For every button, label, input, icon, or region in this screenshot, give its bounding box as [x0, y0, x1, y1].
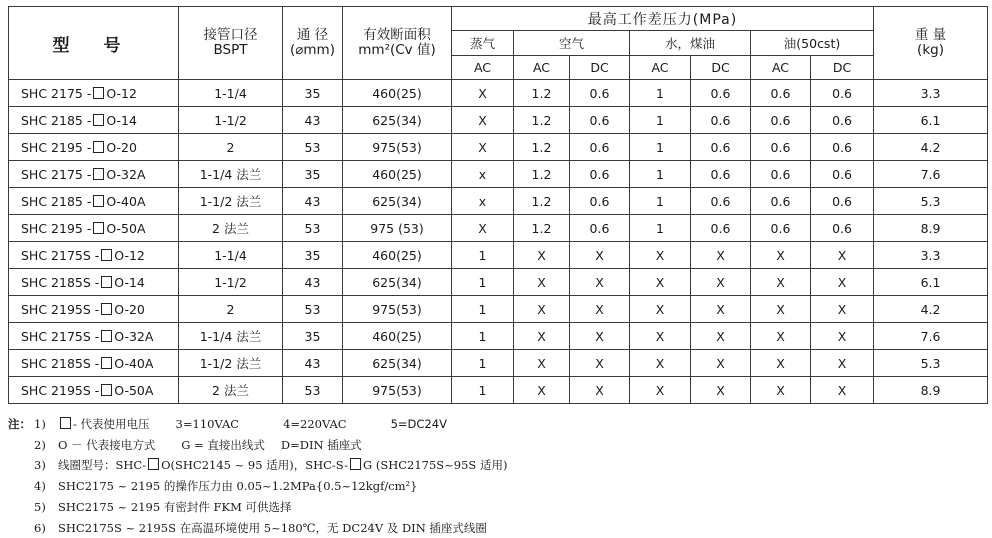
air-dc-cell: X	[570, 350, 630, 377]
bore-cell: 43	[283, 269, 343, 296]
bore-cell: 43	[283, 350, 343, 377]
model-cell	[9, 377, 179, 404]
voltage-code-box	[93, 141, 104, 153]
air-ac-cell: X	[514, 269, 570, 296]
air-dc-cell: 0.6	[570, 215, 630, 242]
header-area-unit: mm²(Cv 值)	[358, 42, 436, 58]
steam-ac-cell: 1	[452, 377, 514, 404]
model-suffix: O-32A	[114, 328, 154, 344]
model-cell	[9, 188, 179, 215]
pipe-size-cell: 1-1/2	[179, 107, 283, 134]
model-suffix: O-32A	[106, 166, 146, 182]
model-prefix: SHC 2195S -	[21, 301, 100, 317]
steam-ac-cell: X	[452, 80, 514, 107]
note-3-text-a: 线圈型号：SHC-	[58, 458, 147, 473]
model-cell	[9, 215, 179, 242]
bore-cell: 53	[283, 296, 343, 323]
weight-cell: 4.2	[874, 296, 988, 323]
area-cell: 460(25)	[343, 323, 452, 350]
area-cell: 460(25)	[343, 80, 452, 107]
model-cell	[9, 242, 179, 269]
water-ac-cell: 1	[630, 134, 691, 161]
pipe-size-cell: 1-1/2	[179, 269, 283, 296]
air-dc-cell: X	[570, 296, 630, 323]
oil-ac-cell: 0.6	[751, 215, 811, 242]
note-4-text: SHC2175 ~ 2195 的操作压力由 0.05~1.2MPa{0.5~12kgf/cm²}	[58, 479, 418, 494]
air-ac-cell: 1.2	[514, 134, 570, 161]
steam-ac-cell: 1	[452, 296, 514, 323]
steam-ac-cell: 1	[452, 323, 514, 350]
bore-cell: 35	[283, 242, 343, 269]
model-cell	[9, 323, 179, 350]
oil-ac-cell: 0.6	[751, 188, 811, 215]
model-suffix: O-14	[106, 112, 137, 128]
oil-ac-cell: X	[751, 242, 811, 269]
model-cell	[9, 296, 179, 323]
air-dc-cell: X	[570, 377, 630, 404]
air-dc-cell: 0.6	[570, 188, 630, 215]
table-row	[9, 242, 988, 269]
note-6	[8, 518, 507, 538]
voltage-code-box	[101, 384, 112, 396]
header-bore-unit: (⌀mm)	[290, 42, 335, 58]
voltage-code-box	[60, 417, 71, 429]
water-dc-cell: X	[691, 296, 751, 323]
spec-table-body	[9, 80, 988, 404]
pipe-size-cell: 2	[179, 134, 283, 161]
bore-cell: 53	[283, 134, 343, 161]
table-row	[9, 80, 988, 107]
area-cell: 975 (53)	[343, 215, 452, 242]
pipe-size-cell: 1-1/4	[179, 80, 283, 107]
notes	[8, 414, 507, 538]
oil-dc-cell: 0.6	[811, 188, 874, 215]
water-dc-cell: 0.6	[691, 107, 751, 134]
header-media-water: 水，煤油	[630, 31, 751, 56]
note-3	[8, 455, 507, 476]
table-row	[9, 188, 988, 215]
voltage-code-box	[148, 458, 159, 470]
pipe-size-cell: 1-1/2 法兰	[179, 188, 283, 215]
weight-cell: 8.9	[874, 215, 988, 242]
water-dc-cell: X	[691, 269, 751, 296]
water-ac-cell: X	[630, 296, 691, 323]
model-prefix: SHC 2175 -	[21, 85, 92, 101]
voltage-code-box	[101, 330, 112, 342]
air-ac-cell: 1.2	[514, 80, 570, 107]
note-2-option-g: G = 直接出线式	[181, 437, 265, 452]
note-number: 6)	[34, 520, 46, 535]
model-cell	[9, 80, 179, 107]
weight-cell: 3.3	[874, 242, 988, 269]
header-water-ac: AC	[630, 56, 691, 80]
pipe-size-cell: 2 法兰	[179, 215, 283, 242]
water-ac-cell: X	[630, 350, 691, 377]
header-pipe-label: 接管口径	[203, 27, 258, 43]
note-number: 1)	[34, 417, 46, 431]
pipe-size-cell: 2	[179, 296, 283, 323]
water-ac-cell: X	[630, 323, 691, 350]
voltage-code-box	[101, 303, 112, 315]
weight-cell: 7.6	[874, 323, 988, 350]
pipe-size-cell: 1-1/4 法兰	[179, 323, 283, 350]
table-row	[9, 161, 988, 188]
water-dc-cell: 0.6	[691, 80, 751, 107]
water-dc-cell: X	[691, 377, 751, 404]
voltage-code-box	[101, 249, 112, 261]
pipe-size-cell: 1-1/4	[179, 242, 283, 269]
oil-ac-cell: 0.6	[751, 161, 811, 188]
model-suffix: O-40A	[106, 193, 146, 209]
weight-cell: 7.6	[874, 161, 988, 188]
table-row	[9, 134, 988, 161]
water-ac-cell: X	[630, 377, 691, 404]
table-row	[9, 296, 988, 323]
bore-cell: 53	[283, 215, 343, 242]
oil-ac-cell: X	[751, 296, 811, 323]
oil-dc-cell: X	[811, 323, 874, 350]
note-number: 4)	[34, 479, 46, 494]
oil-dc-cell: X	[811, 377, 874, 404]
header-media-oil: 油(50cst)	[751, 31, 874, 56]
air-ac-cell: X	[514, 377, 570, 404]
water-ac-cell: 1	[630, 80, 691, 107]
model-suffix: O-14	[114, 274, 145, 290]
water-dc-cell: X	[691, 242, 751, 269]
water-dc-cell: X	[691, 323, 751, 350]
bore-cell: 43	[283, 107, 343, 134]
header-pipe-size	[179, 7, 283, 80]
oil-dc-cell: X	[811, 242, 874, 269]
water-dc-cell: 0.6	[691, 188, 751, 215]
air-dc-cell: X	[570, 269, 630, 296]
header-media-steam: 蒸气	[452, 31, 514, 56]
area-cell: 625(34)	[343, 269, 452, 296]
air-ac-cell: X	[514, 323, 570, 350]
header-bore-label: 通 径	[296, 27, 329, 43]
table-row	[9, 350, 988, 377]
area-cell: 625(34)	[343, 107, 452, 134]
note-1-voltage-5: 5=DC24V	[390, 417, 447, 431]
pipe-size-cell: 2 法兰	[179, 377, 283, 404]
area-cell: 625(34)	[343, 350, 452, 377]
voltage-code-box	[93, 222, 104, 234]
weight-cell: 6.1	[874, 107, 988, 134]
header-weight-unit: (kg)	[917, 42, 944, 58]
steam-ac-cell: 1	[452, 350, 514, 377]
voltage-code-box	[101, 276, 112, 288]
model-suffix: O-50A	[114, 382, 154, 398]
weight-cell: 6.1	[874, 269, 988, 296]
water-dc-cell: X	[691, 350, 751, 377]
model-suffix: O-20	[106, 139, 137, 155]
voltage-code-box	[350, 458, 361, 470]
steam-ac-cell: 1	[452, 269, 514, 296]
oil-dc-cell: X	[811, 269, 874, 296]
air-dc-cell: X	[570, 323, 630, 350]
pipe-size-cell: 1-1/4 法兰	[179, 161, 283, 188]
oil-ac-cell: X	[751, 323, 811, 350]
note-2-text: O － 代表接电方式	[58, 437, 156, 452]
note-number: 3)	[34, 458, 46, 473]
note-4	[8, 476, 507, 497]
header-media-air: 空气	[514, 31, 630, 56]
header-weight	[874, 7, 988, 80]
header-model: 型 号	[9, 7, 179, 80]
header-air-dc: DC	[570, 56, 630, 80]
oil-dc-cell: 0.6	[811, 215, 874, 242]
oil-ac-cell: X	[751, 350, 811, 377]
water-ac-cell: X	[630, 269, 691, 296]
model-prefix: SHC 2195 -	[21, 139, 92, 155]
air-ac-cell: 1.2	[514, 161, 570, 188]
area-cell: 975(53)	[343, 134, 452, 161]
water-ac-cell: 1	[630, 215, 691, 242]
water-ac-cell: 1	[630, 107, 691, 134]
air-dc-cell: 0.6	[570, 134, 630, 161]
model-cell	[9, 107, 179, 134]
model-prefix: SHC 2175S -	[21, 328, 100, 344]
note-5	[8, 497, 507, 518]
voltage-code-box	[93, 195, 104, 207]
oil-ac-cell: 0.6	[751, 134, 811, 161]
air-ac-cell: 1.2	[514, 107, 570, 134]
note-3-text-c: G (SHC2175S~95S 适用)	[362, 458, 508, 473]
bore-cell: 53	[283, 377, 343, 404]
bore-cell: 35	[283, 80, 343, 107]
note-6-text: SHC2175S ~ 2195S 在高温环境使用 5~180℃，无 DC24V 及 DIN 插座式线圈	[58, 520, 487, 535]
weight-cell: 8.9	[874, 377, 988, 404]
voltage-code-box	[101, 357, 112, 369]
air-ac-cell: X	[514, 350, 570, 377]
note-3-text-b: O(SHC2145 ~ 95 适用)，SHC-S-	[161, 458, 348, 473]
model-prefix: SHC 2185S -	[21, 274, 100, 290]
table-row	[9, 377, 988, 404]
header-pipe-unit: BSPT	[213, 42, 248, 58]
header-weight-label: 重 量	[914, 27, 947, 43]
bore-cell: 35	[283, 161, 343, 188]
note-2	[8, 435, 507, 456]
area-cell: 460(25)	[343, 161, 452, 188]
model-prefix: SHC 2175S -	[21, 247, 100, 263]
area-cell: 460(25)	[343, 242, 452, 269]
header-oil-ac: AC	[751, 56, 811, 80]
steam-ac-cell: X	[452, 134, 514, 161]
model-prefix: SHC 2175 -	[21, 166, 92, 182]
note-number: 2)	[34, 437, 46, 452]
steam-ac-cell: X	[452, 215, 514, 242]
air-dc-cell: X	[570, 242, 630, 269]
model-prefix: SHC 2185 -	[21, 193, 92, 209]
area-cell: 975(53)	[343, 377, 452, 404]
model-suffix: O-50A	[106, 220, 146, 236]
air-ac-cell: 1.2	[514, 215, 570, 242]
oil-dc-cell: X	[811, 350, 874, 377]
model-suffix: O-20	[114, 301, 145, 317]
oil-dc-cell: 0.6	[811, 107, 874, 134]
air-dc-cell: 0.6	[570, 80, 630, 107]
weight-cell: 5.3	[874, 350, 988, 377]
oil-dc-cell: 0.6	[811, 80, 874, 107]
oil-ac-cell: X	[751, 269, 811, 296]
model-suffix: O-12	[114, 247, 145, 263]
model-prefix: SHC 2195 -	[21, 220, 92, 236]
model-prefix: SHC 2185S -	[21, 355, 100, 371]
table-row	[9, 107, 988, 134]
water-dc-cell: 0.6	[691, 215, 751, 242]
model-suffix: O-40A	[114, 355, 154, 371]
note-5-text: SHC2175 ~ 2195 有密封件 FKM 可供选择	[58, 499, 292, 514]
water-ac-cell: X	[630, 242, 691, 269]
model-cell	[9, 269, 179, 296]
model-prefix: SHC 2185 -	[21, 112, 92, 128]
air-ac-cell: X	[514, 296, 570, 323]
voltage-code-box	[93, 168, 104, 180]
water-dc-cell: 0.6	[691, 161, 751, 188]
model-cell	[9, 350, 179, 377]
oil-ac-cell: X	[751, 377, 811, 404]
bore-cell: 43	[283, 188, 343, 215]
header-area-label: 有效断面积	[363, 27, 431, 43]
weight-cell: 3.3	[874, 80, 988, 107]
steam-ac-cell: x	[452, 161, 514, 188]
note-1-text: - 代表使用电压	[73, 417, 150, 431]
header-oil-dc: DC	[811, 56, 874, 80]
note-2-option-d: D=DIN 插座式	[280, 437, 362, 452]
note-1-voltage-4: 4=220VAC	[283, 417, 347, 431]
spec-table	[8, 6, 988, 404]
air-ac-cell: X	[514, 242, 570, 269]
area-cell: 975(53)	[343, 296, 452, 323]
water-dc-cell: 0.6	[691, 134, 751, 161]
water-ac-cell: 1	[630, 188, 691, 215]
notes-prefix: 注：	[8, 417, 31, 431]
steam-ac-cell: x	[452, 188, 514, 215]
header-air-ac: AC	[514, 56, 570, 80]
model-cell	[9, 161, 179, 188]
model-cell	[9, 134, 179, 161]
air-dc-cell: 0.6	[570, 107, 630, 134]
pipe-size-cell: 1-1/2 法兰	[179, 350, 283, 377]
voltage-code-box	[93, 87, 104, 99]
note-1-voltage-3: 3=110VAC	[175, 417, 240, 431]
voltage-code-box	[93, 114, 104, 126]
model-prefix: SHC 2195S -	[21, 382, 100, 398]
oil-ac-cell: 0.6	[751, 80, 811, 107]
area-cell: 625(34)	[343, 188, 452, 215]
header-bore	[283, 7, 343, 80]
weight-cell: 5.3	[874, 188, 988, 215]
oil-ac-cell: 0.6	[751, 107, 811, 134]
water-ac-cell: 1	[630, 161, 691, 188]
air-ac-cell: 1.2	[514, 188, 570, 215]
table-row	[9, 269, 988, 296]
note-number: 5)	[34, 499, 46, 514]
table-row	[9, 323, 988, 350]
steam-ac-cell: X	[452, 107, 514, 134]
air-dc-cell: 0.6	[570, 161, 630, 188]
oil-dc-cell: 0.6	[811, 161, 874, 188]
steam-ac-cell: 1	[452, 242, 514, 269]
header-area	[343, 7, 452, 80]
header-steam-ac: AC	[452, 56, 514, 80]
weight-cell: 4.2	[874, 134, 988, 161]
header-water-dc: DC	[691, 56, 751, 80]
model-suffix: O-12	[106, 85, 137, 101]
oil-dc-cell: X	[811, 296, 874, 323]
oil-dc-cell: 0.6	[811, 134, 874, 161]
bore-cell: 35	[283, 323, 343, 350]
note-1	[8, 414, 507, 435]
header-pressure-title: 最高工作差压力(MPa)	[452, 7, 874, 31]
table-row	[9, 215, 988, 242]
